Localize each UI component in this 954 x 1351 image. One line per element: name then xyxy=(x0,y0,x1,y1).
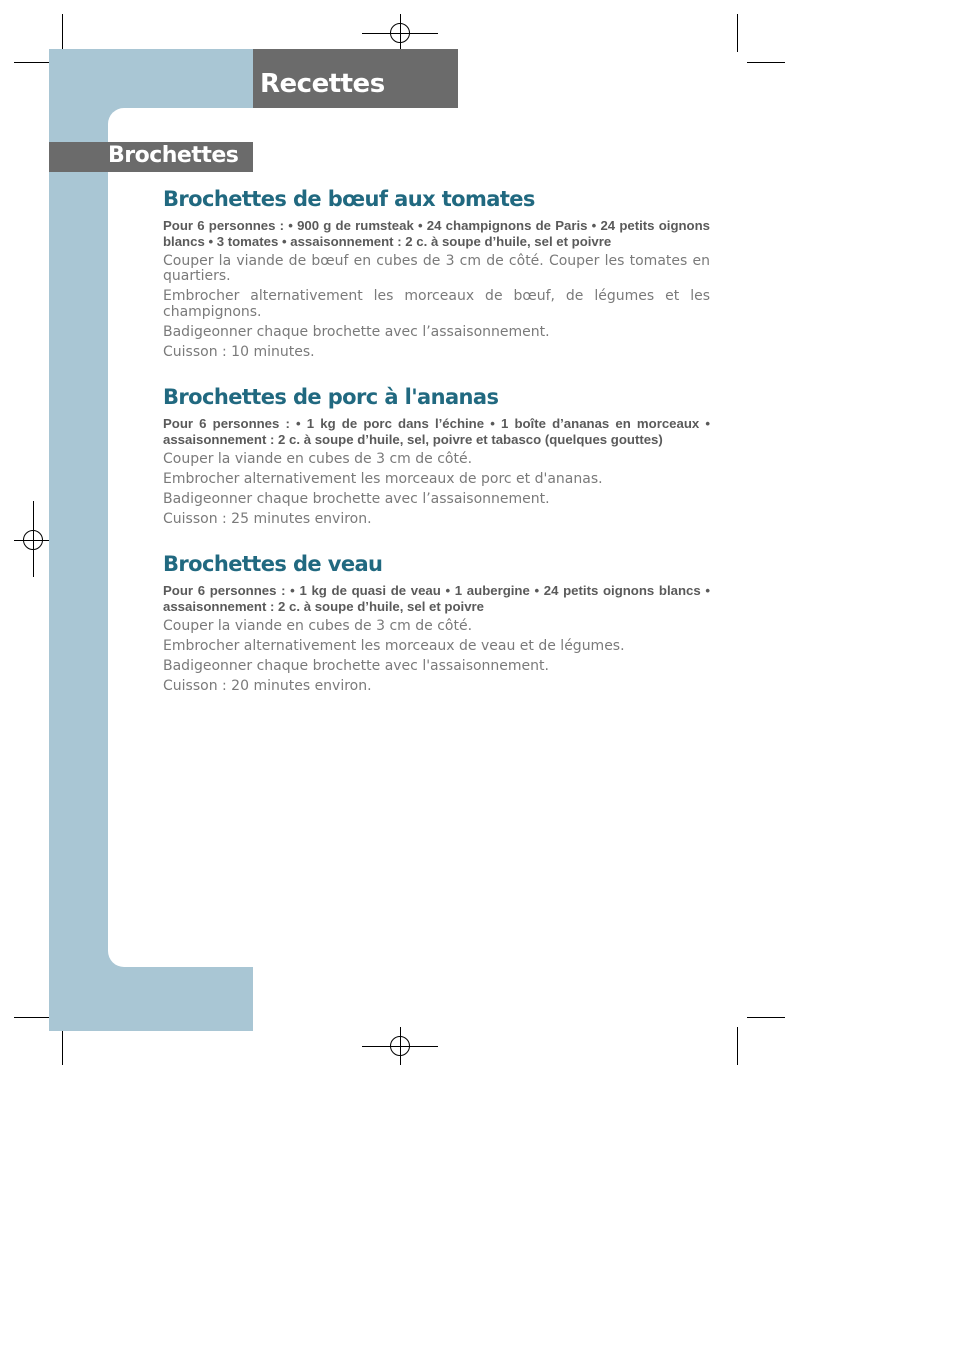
recipe-step: Couper la viande en cubes de 3 cm de côté. xyxy=(163,617,473,634)
recipe-step: Badigeonner chaque brochette avec l’assaisonnement. xyxy=(163,323,550,340)
recipe-step: Couper la viande de bœuf en cubes de 3 cm de côté. Couper les tomates en quartiers. xyxy=(163,252,710,284)
recipe-title: Brochettes de porc à l'ananas xyxy=(163,385,499,409)
recipe-step: Cuisson : 10 minutes. xyxy=(163,343,315,360)
section-title: Brochettes xyxy=(49,142,253,172)
crop-mark xyxy=(62,14,63,52)
crop-mark xyxy=(62,1027,63,1065)
recipe xyxy=(163,549,710,694)
registration-mark xyxy=(23,530,43,550)
recipe-step: Badigeonner chaque brochette avec l'assaisonnement. xyxy=(163,657,549,674)
recipe-step: Embrocher alternativement les morceaux de veau et de légumes. xyxy=(163,637,625,654)
recipe-step: Cuisson : 20 minutes environ. xyxy=(163,677,372,694)
registration-mark xyxy=(390,1036,410,1056)
page-title: Recettes xyxy=(253,49,458,108)
crop-mark xyxy=(14,62,52,63)
crop-mark xyxy=(747,1017,785,1018)
recipe-step: Badigeonner chaque brochette avec l’assaisonnement. xyxy=(163,490,550,507)
recipe-ingredients: Pour 6 personnes : • 1 kg de porc dans l’échine • 1 boîte d’ananas en morceaux • assaisonnement : 2 c. à soupe d’huile, sel, poivre et tabasco (quelques gouttes) xyxy=(163,416,710,447)
recipe-step: Embrocher alternativement les morceaux de bœuf, de légumes et les champignons. xyxy=(163,288,710,320)
recipe xyxy=(163,382,710,527)
recipe-step: Couper la viande en cubes de 3 cm de côté. xyxy=(163,450,473,467)
recipe-step: Embrocher alternativement les morceaux de porc et d'ananas. xyxy=(163,470,603,487)
registration-mark xyxy=(390,23,410,43)
recipe-title: Brochettes de bœuf aux tomates xyxy=(163,187,535,211)
recipe-ingredients: Pour 6 personnes : • 1 kg de quasi de veau • 1 aubergine • 24 petits oignons blancs • assaisonnement : 2 c. à soupe d’huile, sel et poivre xyxy=(163,583,710,614)
crop-mark xyxy=(737,1027,738,1065)
crop-mark xyxy=(747,62,785,63)
recipe-title: Brochettes de veau xyxy=(163,552,383,576)
recipe-ingredients: Pour 6 personnes : • 900 g de rumsteak • 24 champignons de Paris • 24 petits oignons blancs • 3 tomates • assaisonnement : 2 c. à soupe d’huile, sel et poivre xyxy=(163,218,710,249)
crop-mark xyxy=(737,14,738,52)
recipe-step: Cuisson : 25 minutes environ. xyxy=(163,510,372,527)
crop-mark xyxy=(14,1017,52,1018)
recipe xyxy=(163,184,710,360)
recipe-list xyxy=(163,184,710,716)
